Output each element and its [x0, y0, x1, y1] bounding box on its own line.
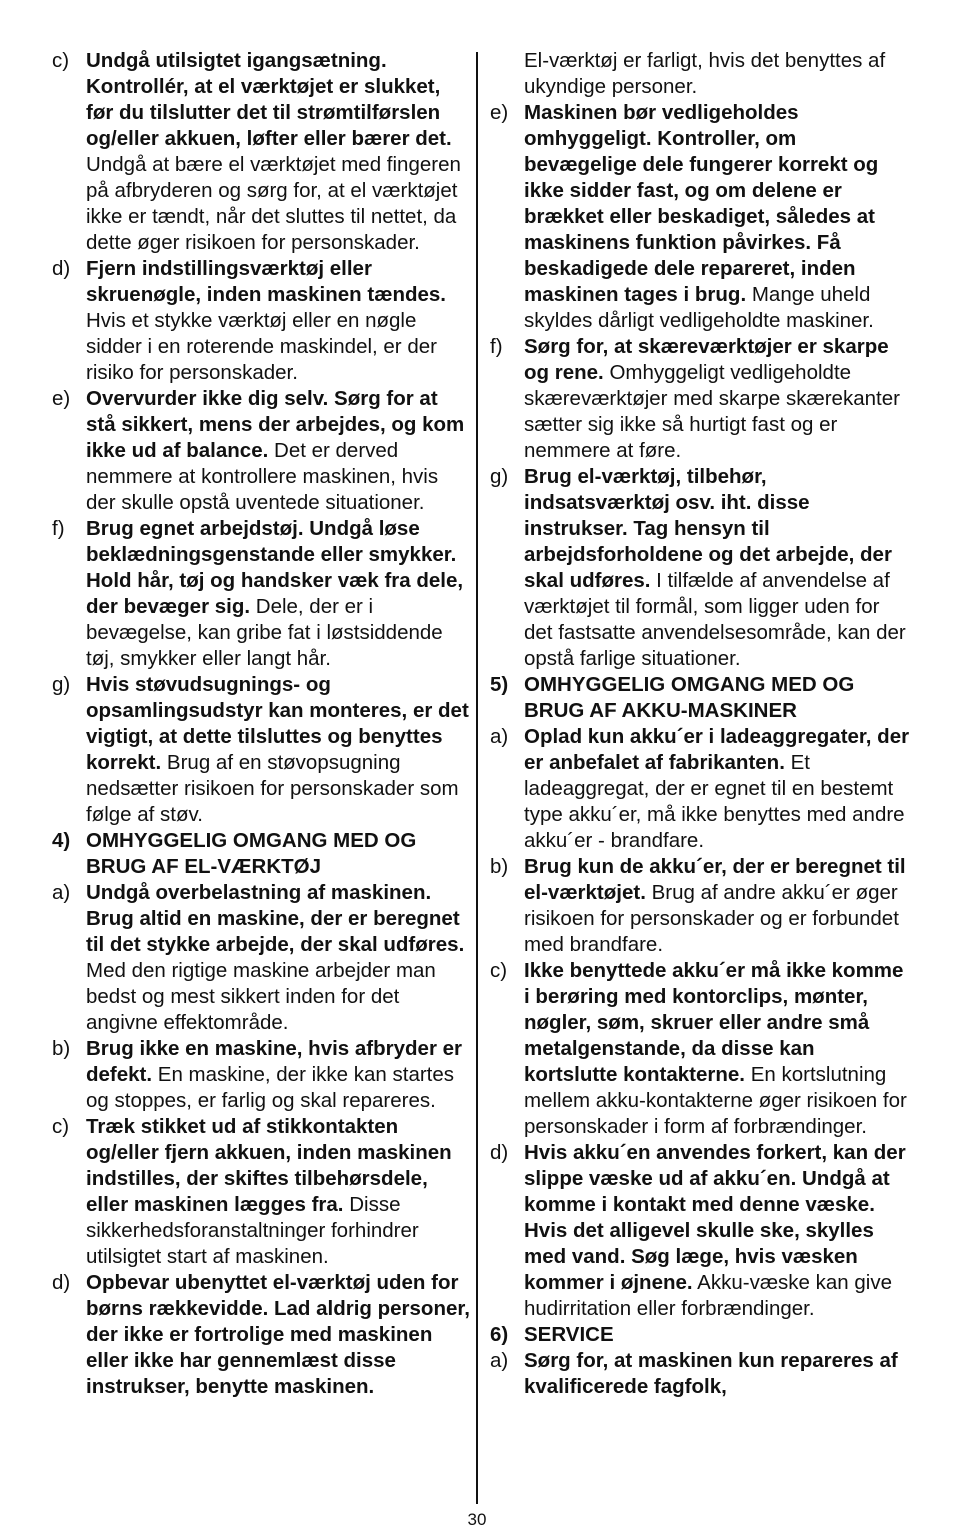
item-text: [86, 828, 472, 880]
item-body-text: Mange uheld skyldes dårligt vedligeholdte maskiner.: [524, 283, 874, 332]
item-label: e): [490, 101, 509, 124]
item-label: b): [52, 1037, 71, 1060]
list-item: [490, 724, 910, 854]
list-item: [490, 1140, 910, 1322]
item-text: [524, 672, 910, 724]
item-label: a): [52, 881, 71, 904]
section-heading: [490, 672, 910, 724]
item-label: a): [490, 1349, 509, 1372]
list-item: [52, 516, 472, 672]
item-text: [524, 958, 910, 1140]
continuation-text: El-værktøj er farligt, hvis det benyttes af ukyndige personer.: [524, 49, 886, 98]
item-text: [524, 100, 910, 334]
item-bold-text: Maskinen bør vedligeholdes omhyggeligt. Kontroller, om bevægelige dele fungerer korrekt og ikke sidder fast, og om delene er brækket eller beskadiget, således at maskinens funktion påvirkes. Få beskadigede dele repareret, inden maskinen tages i brug.: [524, 101, 879, 306]
item-text: [86, 1114, 472, 1270]
list-item: [490, 334, 910, 464]
item-bold-text: Oplad kun akku´er i ladeaggregater, der er anbefalet af fabrikanten.: [524, 725, 910, 774]
item-label: 4): [52, 829, 71, 852]
item-text: [86, 1270, 472, 1400]
heading-text: OMHYGGELIG OMGANG MED OG BRUG AF AKKU-MASKINER: [524, 673, 855, 722]
item-bold-text: Undgå utilsigtet igangsætning. Kontrollér, at el værktøjet er slukket, før du tilslutter det til strømtilførslen og/eller akkuen, løfter eller bærer det.: [86, 49, 452, 150]
item-bold-text: Opbevar ubenyttet el-værktøj uden for børns rækkevidde. Lad aldrig personer, der ikke er fortrolige med maskinen eller ikke har gennemlæst disse instrukser, benytte maskinen.: [86, 1271, 470, 1398]
item-label: c): [490, 959, 508, 982]
list-item: [52, 256, 472, 386]
item-bold-text: Overvurder ikke dig selv. Sørg for at stå sikkert, mens der arbejdes, og kom ikke ud af balance.: [86, 387, 465, 462]
item-text: [524, 854, 910, 958]
item-bold-text: Undgå overbelastning af maskinen. Brug altid en maskine, der er beregnet til det stykke arbejde, der skal udføres.: [86, 881, 465, 956]
item-label: d): [490, 1141, 509, 1164]
item-bold-text: Brug egnet arbejdstøj. Undgå løse beklædningsgenstande eller smykker. Hold hår, tøj og handsker væk fra dele, der bevæger sig.: [86, 517, 464, 618]
heading-text: SERVICE: [524, 1323, 614, 1346]
item-body-text: Det er derved nemmere at kontrollere maskinen, hvis der skulle opstå uventede situationer.: [86, 439, 439, 514]
list-item: [52, 1114, 472, 1270]
list-item: [52, 1270, 472, 1400]
item-label: c): [52, 49, 70, 72]
item-text: [524, 1322, 910, 1348]
item-text: [86, 386, 472, 516]
item-bold-text: Træk stikket ud af stikkontakten og/eller fjern akkuen, inden maskinen indstilles, der skiftes tilbehørsdele, eller maskinen lægges fra.: [86, 1115, 452, 1216]
item-bold-text: Sørg for, at maskinen kun repareres af kvalificerede fagfolk,: [524, 1349, 898, 1398]
item-body-text: En kortslutning mellem akku-kontakterne øger risikoen for personskader i form af forbrændinger.: [524, 1063, 907, 1138]
item-body-text: Dele, der er i bevægelse, kan gribe fat i løstsiddende tøj, smykker eller langt hår.: [86, 595, 443, 670]
item-label: f): [52, 517, 65, 540]
item-label: e): [52, 387, 71, 410]
item-text: [524, 334, 910, 464]
item-label: f): [490, 335, 503, 358]
item-label: d): [52, 257, 71, 280]
list-item: [52, 386, 472, 516]
item-label: 6): [490, 1323, 509, 1346]
item-body-text: Akku-væske kan give hudirritation eller forbrændinger.: [524, 1271, 893, 1320]
item-label: a): [490, 725, 509, 748]
item-body-text: Undgå at bære el værktøjet med fingeren på afbryderen og sørg for, at el værktøjet ikke er tændt, når det sluttes til nettet, da dette øger risikoen for personskader.: [86, 153, 461, 254]
section-heading: [52, 828, 472, 880]
item-label: 5): [490, 673, 509, 696]
right-column: [490, 48, 910, 1400]
item-label: g): [490, 465, 509, 488]
item-bold-text: Brug ikke en maskine, hvis afbryder er defekt.: [86, 1037, 462, 1086]
item-body-text: Disse sikkerhedsforanstaltninger forhindrer utilsigtet start af maskinen.: [86, 1193, 419, 1268]
list-item: [52, 1036, 472, 1114]
item-bold-text: Brug kun de akku´er, der er beregnet til el-værktøjet.: [524, 855, 906, 904]
item-body-text: I tilfælde af anvendelse af værktøjet til formål, som ligger uden for det fastsatte anvendelsesområde, kan der opstå farlige situationer.: [524, 569, 906, 670]
list-item: [490, 1348, 910, 1400]
list-item: [490, 854, 910, 958]
item-text: [86, 1036, 472, 1114]
list-item: [490, 100, 910, 334]
heading-text: OMHYGGELIG OMGANG MED OG BRUG AF EL-VÆRKTØJ: [86, 829, 417, 878]
item-text: [86, 672, 472, 828]
left-column: [52, 48, 472, 1400]
list-item: [52, 48, 472, 256]
item-text: [86, 48, 472, 256]
item-bold-text: Ikke benyttede akku´er må ikke komme i berøring med kontorclips, mønter, nøgler, søm, skruer eller andre små metalgenstande, da disse kan kortslutte kontakterne.: [524, 959, 904, 1086]
item-body-text: Et ladeaggregat, der er egnet til en bestemt type akku´er, må ikke benyttes med andre akku´er - brandfare.: [524, 751, 905, 852]
item-text: [86, 516, 472, 672]
section-heading: [490, 1322, 910, 1348]
item-body-text: Hvis et stykke værktøj eller en nøgle sidder i en roterende maskindel, er der risiko for personskader.: [86, 309, 437, 384]
item-body-text: En maskine, der ikke kan startes og stoppes, er farlig og skal repareres.: [86, 1063, 455, 1112]
item-label: d): [52, 1271, 71, 1294]
item-bold-text: Hvis akku´en anvendes forkert, kan der slippe væske ud af akku´en. Undgå at komme i kontakt med denne væske. Hvis det alligevel skulle ske, skylles med vand. Søg læge, hvis væsken kommer i øjnene.: [524, 1141, 906, 1294]
item-label: g): [52, 673, 71, 696]
item-body-text: Med den rigtige maskine arbejder man bedst og mest sikkert inden for det angivne effektområde.: [86, 959, 436, 1034]
item-text: [86, 880, 472, 1036]
list-item: [52, 880, 472, 1036]
list-item: [490, 958, 910, 1140]
item-bold-text: Hvis støvudsugnings- og opsamlingsudstyr kan monteres, er det vigtigt, at dette tilsluttes og benyttes korrekt.: [86, 673, 469, 774]
item-label: b): [490, 855, 509, 878]
item-body-text: Omhyggeligt vedligeholdte skæreværktøjer med skarpe skærekanter sætter sig ikke så hurtigt fast og er nemmere at føre.: [524, 361, 900, 462]
item-text: [86, 256, 472, 386]
column-divider: [476, 52, 478, 1504]
item-text: [524, 1348, 910, 1400]
list-item: [490, 464, 910, 672]
page-number: 30: [467, 1510, 487, 1529]
item-body-text: Brug af andre akku´er øger risikoen for personskader og er forbundet med brandfare.: [524, 881, 899, 956]
item-body-text: Brug af en støvopsugning nedsætter risikoen for personskader som følge af støv.: [86, 751, 459, 826]
item-text: [524, 724, 910, 854]
item-text: [524, 1140, 910, 1322]
list-item: [52, 672, 472, 828]
item-label: c): [52, 1115, 70, 1138]
item-bold-text: Sørg for, at skæreværktøjer er skarpe og rene.: [524, 335, 889, 384]
item-bold-text: Fjern indstillingsværktøj eller skruenøgle, inden maskinen tændes.: [86, 257, 446, 306]
item-bold-text: Brug el-værktøj, tilbehør, indsatsværktøj osv. iht. disse instrukser. Tag hensyn til arbejdsforholdene og det arbejde, der skal udføres.: [524, 465, 892, 592]
item-text: [524, 464, 910, 672]
